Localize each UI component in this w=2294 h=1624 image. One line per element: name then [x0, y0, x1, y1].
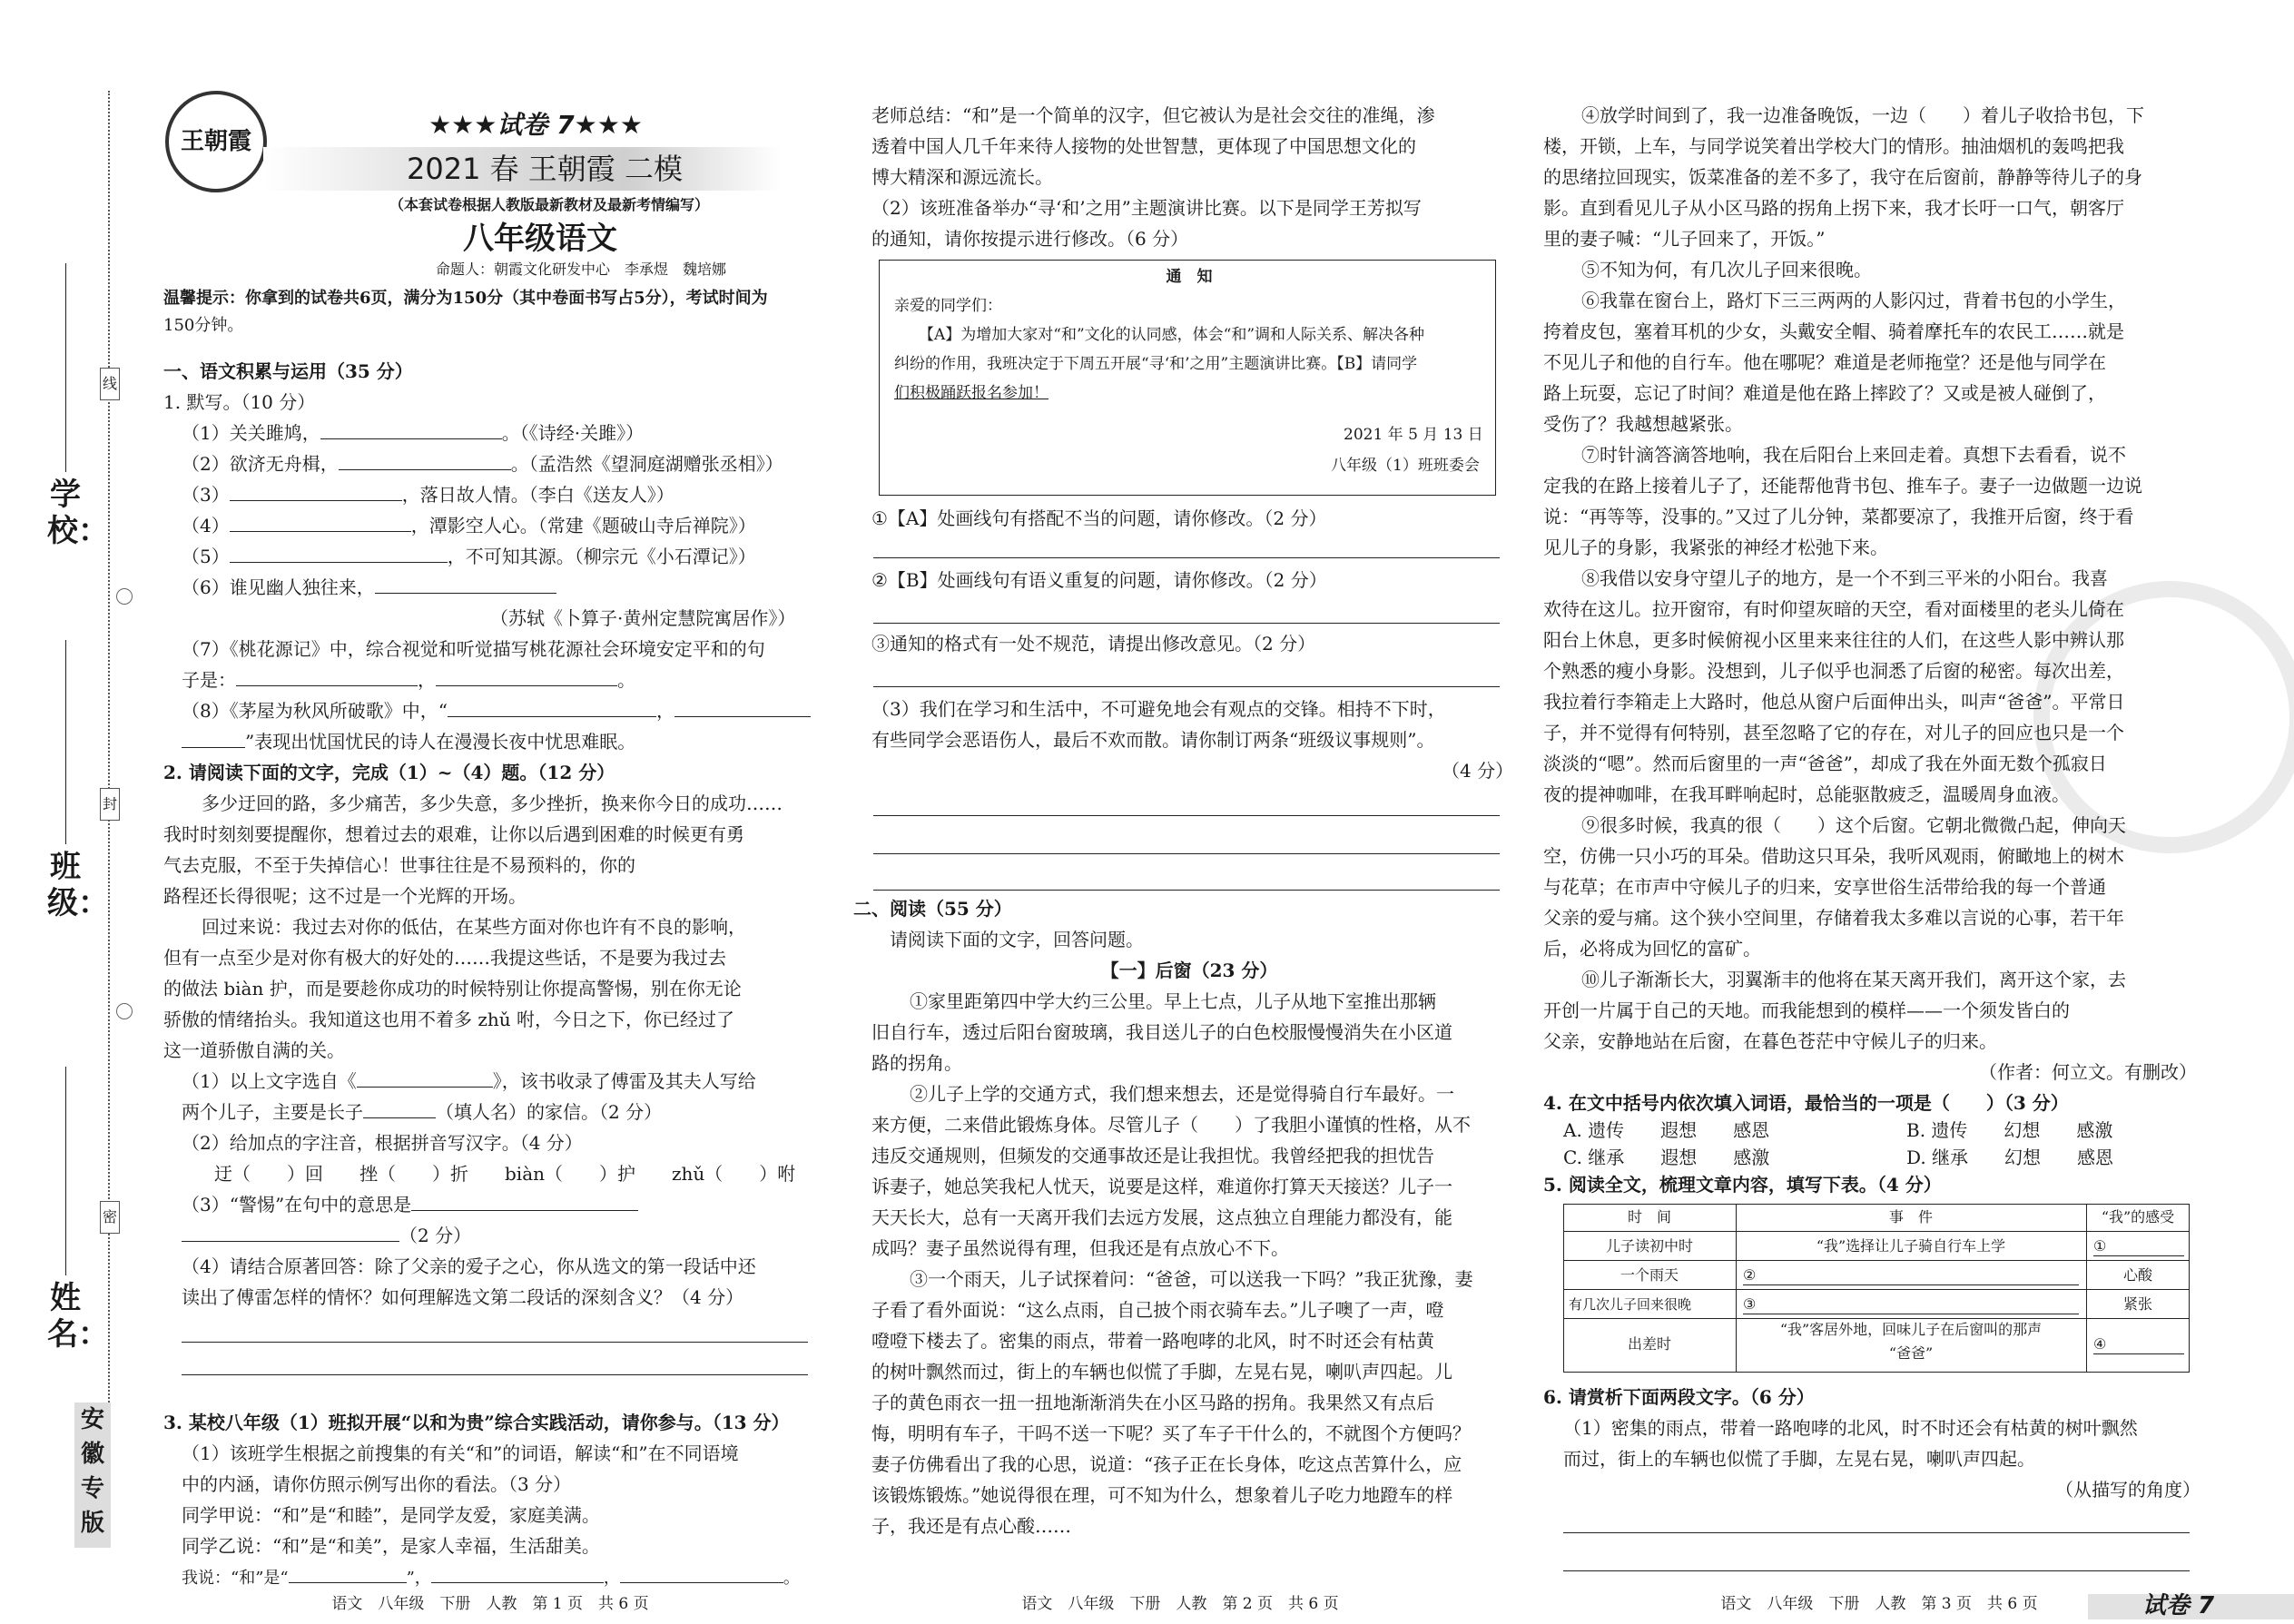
- notice-body-2: 纠纷的作用，我班决定于下周五开展“寻‘和’之用”主题演讲比赛。【B】请同学: [894, 355, 1418, 373]
- answer-blank[interactable]: [182, 724, 245, 748]
- binding-hole-icon: [116, 588, 133, 605]
- notice-body-3: 们积极踊跃报名参加！: [894, 384, 1049, 402]
- passage-line: 夜的提神咖啡，在我耳畔响起时，总能驱散疲乏，温暖周身血液。: [1543, 783, 2070, 805]
- passage-line: 路的拐角。: [871, 1052, 962, 1074]
- passage-line: 成吗？妻子虽然说得有理，但我还是有点放心不下。: [871, 1237, 1289, 1259]
- answer-line[interactable]: [873, 623, 1500, 624]
- passage-line: 与花草；在市声中守候儿子的归来，安享世俗生活带给我的每一个普通: [1543, 876, 2106, 898]
- answer-line[interactable]: [1563, 1532, 2190, 1533]
- cut-label-seal: 封: [100, 788, 120, 821]
- passage-line: 淡淡的“嗯”。然而后窗里的一声“爸爸”，却成了我在外面无数个孤寂日: [1543, 753, 2107, 774]
- page-footer-2: 语文 八年级 下册 人教 第 2 页 共 6 页: [1021, 1595, 1339, 1613]
- q2-passage-2: 我时时刻刻要提醒你，想着过去的艰难，让你以后遇到困难的时候更有勇: [163, 823, 744, 845]
- answer-blank[interactable]: [431, 1560, 604, 1583]
- notice-date: 2021 年 5 月 13 日: [1344, 426, 1483, 444]
- name-label: 姓名：: [47, 1280, 109, 1353]
- edition-badge: 安徽专版: [74, 1403, 111, 1548]
- table-cell: 一个雨天: [1620, 1266, 1679, 1284]
- table-header-cell: 时 间: [1627, 1208, 1671, 1225]
- q3-1: （1）该班学生根据之前搜集的有关“和”的词语，解读“和”在不同语境: [182, 1442, 739, 1464]
- passage-line: 的思绪拉回现实，饭菜准备的差不多了，我守在后窗前，静静等待儿子的身: [1543, 166, 2142, 188]
- page-footer-1: 语文 八年级 下册 人教 第 1 页 共 6 页: [331, 1595, 649, 1613]
- q2-3b: （2 分）: [182, 1218, 471, 1254]
- school-label: 学校：: [47, 477, 109, 549]
- teacher-summary-1: 老师总结：“和”是一个简单的汉字，但它被认为是社会交往的准绳，渗: [871, 104, 1435, 126]
- q2-passage-4: 路程还长得很呢；这不过是一个光辉的开场。: [163, 885, 527, 907]
- table-cell: 心酸: [2122, 1266, 2152, 1284]
- q4-option-d[interactable]: D. 继承 幻想 感恩: [1906, 1147, 2114, 1168]
- passage-line: 子的黄色雨衣一扭一扭地渐渐消失在小区马路的拐角。我果然又有点后: [871, 1392, 1434, 1413]
- answer-blank[interactable]: [448, 694, 656, 717]
- answer-line[interactable]: [182, 1342, 808, 1343]
- table-row-rule: [1563, 1289, 2190, 1290]
- page-footer-3: 语文 八年级 下册 人教 第 3 页 共 6 页: [1720, 1595, 2038, 1613]
- answer-blank[interactable]: [411, 1187, 638, 1211]
- passage-line: 后，必将成为回忆的富矿。: [1543, 938, 1761, 960]
- binding-strip: [0, 0, 127, 1624]
- q6-1: （1）密集的雨点，带着一路咆哮的北风，时不时还会有枯黄的树叶飘然: [1563, 1417, 2138, 1439]
- answer-blank[interactable]: [182, 1218, 399, 1242]
- table-cell: 儿子读初中时: [1605, 1237, 1693, 1255]
- q1-4: （4） ，潭影空人心。（常建《题破山寺后禅院》）: [182, 508, 756, 544]
- passage-line: ⑨很多时候，我真的很（ ）这个后窗。它朝北微微凸起，伸向天: [1581, 814, 2126, 836]
- passage-line: ⑤不知为何，有几次儿子回来很晚。: [1581, 259, 1872, 281]
- passage-line: 开创一片属于自己的天地。而我能想到的模样——一个须发皆白的: [1543, 999, 2070, 1021]
- q2-passage-1: 多少迂回的路，多少痛苦，多少失意，多少挫折，换来你今日的成功……: [202, 792, 783, 814]
- q3-1d: 同学乙说：“和”是“和美”，是家人幸福，生活甜美。: [182, 1535, 600, 1557]
- passage-line: 影。直到看见儿子从小区马路的拐角上拐下来，我才长吁一口气，朝客厅: [1543, 197, 2124, 219]
- notice-line-1: 温馨提示：你拿到的试卷共6页，满分为150分（其中卷面书写占5分），考试时间为: [163, 289, 768, 308]
- q1-1: （1）关关雎鸠， 。（《诗经·关雎》）: [182, 416, 644, 451]
- teacher-summary-2: 透着中国人几千年来待人接物的处世智慧，更体现了中国思想文化的: [871, 135, 1416, 157]
- q1-7b: 子是： ， 。: [182, 663, 635, 698]
- passage-author: （作者：何立文。有删改）: [1979, 1061, 2197, 1083]
- passage-line: 阳台上休息，更多时候俯视小区里来来往往的人们，在这些人影中辨认那: [1543, 629, 2124, 651]
- table-header-cell: 事 件: [1888, 1208, 1933, 1225]
- passage-line: ⑦时针滴答滴答地响，我在后阳台上来回走着。真想下去看看，说不: [1581, 444, 2126, 466]
- cut-label-line: 线: [100, 368, 120, 400]
- passage-line: 个熟悉的瘦小身影。没想到，儿子似乎也洞悉了后窗的秘密。每次出差，: [1543, 660, 2124, 682]
- table-cell: “爸爸”: [1888, 1344, 1934, 1362]
- q2-passage-3: 气去克服，不至于失掉信心！世事往往是不易预料的，你的: [163, 854, 635, 876]
- q2-passage-9: 这一道骄傲自满的关。: [163, 1039, 345, 1061]
- answer-line[interactable]: [873, 557, 1500, 558]
- q2-4: （4）请结合原著回答：除了父亲的爱子之心，你从选文的第一段话中还: [182, 1255, 756, 1277]
- answer-blank[interactable]: [674, 694, 811, 717]
- passage-line: 父亲的爱与痛。这个狭小空间里，存储着我太多难以言说的心事，若干年: [1543, 907, 2124, 929]
- answer-blank[interactable]: [230, 477, 402, 501]
- passage-line: 悔，明明有车子，干吗不送一下呢？买了车子干什么的，不就图个方便吗？: [871, 1422, 1471, 1444]
- school-field[interactable]: [65, 263, 66, 472]
- q4-title: 4. 在文中括号内依次填入词语，最恰当的一项是（ ）（3 分）: [1543, 1092, 2069, 1114]
- q1-title: 1. 默写。（10 分）: [163, 391, 316, 413]
- q2-passage-8: 骄傲的情绪抬头。我知道这也用不着多 zhǔ 咐，今日之下，你已经过了: [163, 1009, 735, 1030]
- passage-line: 子，我还是有点心酸……: [871, 1515, 1071, 1537]
- q1-6: （6）谁见幽人独往来，: [182, 570, 556, 605]
- passage-line: 楼，开锁，上车，与同学说笑着出学校大门的情形。抽油烟机的轰鸣把我: [1543, 135, 2124, 157]
- exam-title: 2021 春 王朝霞 二模: [407, 152, 683, 186]
- binding-hole-icon: [116, 1003, 133, 1019]
- q2-passage-6: 但有一点至少是对你有极大的好处的……我提这些话，不是要为我过去: [163, 947, 726, 969]
- authors-line: 命题人：朝霞文化研发中心 李承煜 魏培娜: [436, 261, 727, 278]
- passage-line: ③一个雨天，儿子试探着问：“爸爸，可以送我一下吗？”我正犹豫，妻: [910, 1268, 1473, 1290]
- table-answer-cell[interactable]: ③: [1743, 1291, 2079, 1314]
- q3-3: （3）我们在学习和生活中，不可避免地会有观点的交锋。相持不下时，: [871, 698, 1446, 720]
- answer-line[interactable]: [182, 1374, 808, 1375]
- q2-4b: 读出了傅雷怎样的情怀？如何理解选文第二段话的深刻含义？（4 分）: [182, 1286, 744, 1308]
- passage-line: ⑥我靠在窗台上，路灯下三三两两的人影闪过，背着书包的小学生，: [1581, 290, 2126, 311]
- q2-title: 2. 请阅读下面的文字，完成（1）~（4）题。（12 分）: [163, 762, 615, 783]
- logo-text: 王朝霞: [180, 128, 251, 155]
- table-row-rule: [1563, 1260, 2190, 1261]
- answer-blank[interactable]: [236, 663, 418, 686]
- passage-line: 不见儿子和他的自行车。他在哪呢？难道是老师拖堂？还是他与同学在: [1543, 351, 2106, 373]
- q5-title: 5. 阅读全文，梳理文章内容，填写下表。（4 分）: [1543, 1174, 1942, 1196]
- answer-blank[interactable]: [357, 1064, 493, 1088]
- answer-line[interactable]: [1563, 1570, 2190, 1571]
- teacher-summary-3: 博大精深和源远流长。: [871, 166, 1053, 188]
- q2-2b: 迂（ ）回 挫（ ）折 biàn（ ）护 zhǔ（ ）咐: [214, 1163, 796, 1185]
- notice-line-2: 150分钟。: [163, 316, 244, 335]
- table-answer-cell[interactable]: ④: [2093, 1331, 2184, 1354]
- q6-title: 6. 请赏析下面两段文字。（6 分）: [1543, 1386, 1815, 1408]
- q1-8b: ”表现出忧国忧民的诗人在漫漫长夜中忧思难眠。: [182, 724, 635, 760]
- q3-3c: （4 分）: [1442, 760, 1514, 782]
- answer-blank[interactable]: [289, 1560, 407, 1583]
- passage-line: ①家里距第四中学大约三公里。早上七点，儿子从地下室推出那辆: [910, 990, 1436, 1012]
- q1-2: （2）欲济无舟楫， 。（孟浩然《望洞庭湖赠张丞相》）: [182, 447, 783, 482]
- answer-line[interactable]: [873, 686, 1500, 687]
- passage-line: 说：“再等等，没事的。”又过了儿分钟，菜都要凉了，我推开后窗，终于看: [1543, 506, 2134, 527]
- cut-label-dense: 密: [100, 1201, 120, 1234]
- answer-blank[interactable]: [620, 1560, 783, 1583]
- q3-2b: 的通知，请你按提示进行修改。（6 分）: [871, 228, 1189, 250]
- section-2-intro: 请阅读下面的文字，回答问题。: [890, 929, 1144, 950]
- q3-2: （2）该班准备举办“寻‘和’之用”主题演讲比赛。以下是同学王芳拟写: [871, 197, 1422, 219]
- answer-blank[interactable]: [320, 416, 502, 439]
- name-field[interactable]: [65, 1067, 66, 1275]
- passage-line: 的树叶飘然而过，街上的车辆也似慌了手脚，左晃右晃，喇叭声四起。儿: [871, 1361, 1452, 1383]
- q1-5: （5） ，不可知其源。（柳宗元《小石潭记》）: [182, 539, 756, 575]
- passage-line: 里的妻子喊：“儿子回来了，开饭。”: [1543, 228, 1826, 250]
- passage-line: 违反交通规则，但频发的交通事故还是让我担忧。我曾经把我的担忧告: [871, 1145, 1434, 1166]
- table-row-rule: [1563, 1231, 2190, 1232]
- q1-8: （8）《茅屋为秋风所破歌》中，“ ，: [182, 694, 811, 729]
- notice-q2: ②【B】处画线句有语义重复的问题，请你修改。（2 分）: [871, 569, 1327, 591]
- passage-line: 父亲，安静地站在后窗，在暮色苍茫中守候儿子的归来。: [1543, 1030, 1997, 1052]
- answer-blank[interactable]: [230, 539, 448, 563]
- passage-line: 我拉着行李箱走上大路时，他总从窗户后面伸出头，叫声“爸爸”。平常日: [1543, 691, 2125, 713]
- class-label: 班级：: [47, 849, 109, 921]
- passage-line: ④放学时间到了，我一边准备晚饭，一边（ ）着儿子收拾书包，下: [1581, 104, 2144, 126]
- passage-line: 该锻炼锻炼。”她说得很在理，可不知为什么，想象着儿子吃力地蹬车的样: [871, 1484, 1453, 1506]
- section-1-heading: 一、语文积累与运用（35 分）: [163, 360, 413, 382]
- passage-line: 来方便，二来借此锻炼身体。尽管儿子（ ）了我胆小谨慎的性格，从不: [871, 1114, 1471, 1136]
- subject-title: 八年级语文: [463, 221, 617, 257]
- paper-number: ★★★试卷 7★★★: [428, 110, 643, 140]
- q6-1b: 而过，街上的车辆也似慌了手脚，左晃右晃，喇叭声四起。: [1563, 1448, 2035, 1470]
- q3-title: 3. 某校八年级（1）班拟开展“以和为贵”综合实践活动，请你参与。（13 分）: [163, 1412, 790, 1433]
- exam-logo: [165, 91, 267, 192]
- answer-blank[interactable]: [436, 663, 617, 686]
- passage-line: 挎着皮包，塞着耳机的少女，头戴安全帽、骑着摩托车的农民工……就是: [1543, 320, 2124, 342]
- answer-blank[interactable]: [375, 570, 556, 594]
- q3-3b: 有些同学会恶语伤人，最后不欢而散。请你制订两条“班级议事规则”。: [871, 729, 1435, 751]
- passage-line: 噔噔下楼去了。密集的雨点，带着一路咆哮的北风，时不时还会有枯黄: [871, 1330, 1434, 1352]
- table-cell: 出差时: [1627, 1335, 1671, 1353]
- q1-6-source: （苏轼《卜算子·黄州定慧院寓居作》）: [490, 607, 796, 629]
- table-cell: 紧张: [2122, 1295, 2152, 1313]
- table-cell: 有几次儿子回来很晚: [1569, 1296, 1692, 1313]
- passage-title: 【一】后窗（23 分）: [1100, 960, 1278, 981]
- answer-line[interactable]: [873, 853, 1500, 854]
- answer-line[interactable]: [873, 890, 1500, 891]
- q3-1b: 中的内涵，请你仿照示例写出你的看法。（3 分）: [182, 1473, 572, 1495]
- passage-line: ②儿子上学的交通方式，我们想来想去，还是觉得骑自行车最好。一: [910, 1083, 1454, 1105]
- table-answer-cell[interactable]: ②: [1743, 1262, 2079, 1285]
- table-answer-cell[interactable]: ①: [2093, 1233, 2184, 1256]
- q2-passage-7: 的做法 biàn 护，而是要趁你成功的时候特别让你提高警惕，别在你无论: [163, 978, 742, 999]
- table-header-cell: “我”的感受: [2101, 1208, 2175, 1225]
- answer-blank[interactable]: [363, 1095, 436, 1118]
- passage-line: 子，并不觉得有何特别，甚至忽略了它的存在，对儿子的回应也只是一个: [1543, 722, 2124, 743]
- q4-option-a[interactable]: A. 遗传 遐想 感恩: [1563, 1119, 1770, 1141]
- section-2-heading: 二、阅读（55 分）: [853, 898, 1012, 920]
- notice-box-title: 通 知: [1166, 268, 1213, 286]
- q4-option-c[interactable]: C. 继承 遐想 感激: [1563, 1147, 1770, 1168]
- passage-line: 路上玩耍，忘记了时间？难道是他在路上摔跤了？又或是被人碰倒了，: [1543, 382, 2106, 404]
- notice-q1: ①【A】处画线句有搭配不当的问题，请你修改。（2 分）: [871, 507, 1327, 529]
- q1-3: （3） ，落日故人情。（李白《送友人》）: [182, 477, 674, 513]
- passage-line: 欢待在这儿。拉开窗帘，有时仰望灰暗的天空，看对面楼里的老头儿倚在: [1543, 598, 2124, 620]
- class-field[interactable]: [65, 640, 66, 844]
- answer-blank[interactable]: [339, 447, 511, 470]
- passage-line: 空，仿佛一只小巧的耳朵。借助这只耳朵，我听风观雨，俯瞰地上的树木: [1543, 845, 2124, 867]
- passage-line: 定我的在路上接着儿子了，还能帮他背书包、推车子。妻子一边做题一边说: [1543, 475, 2142, 497]
- passage-line: 受伤了？我越想越紧张。: [1543, 413, 1743, 435]
- footer-tag: 试卷 7: [2142, 1592, 2215, 1619]
- passage-line: 妻子仿佛看出了我的心思，说道：“孩子正在长身体，吃这点苦算什么，应: [871, 1453, 1462, 1475]
- notice-greeting: 亲爱的同学们：: [894, 297, 1002, 315]
- q2-2: （2）给加点的字注音，根据拼音写汉字。（4 分）: [182, 1132, 583, 1154]
- answer-line[interactable]: [873, 815, 1500, 816]
- notice-q3: ③通知的格式有一处不规范，请提出修改意见。（2 分）: [871, 633, 1316, 655]
- q3-1e: 我说：“和”是“ ”， ， 。: [182, 1560, 800, 1596]
- q2-3: （3）“警惕”在句中的意思是: [182, 1187, 638, 1223]
- q2-passage-5: 回过来说：我过去对你的低估，在某些方面对你也许有不良的影响，: [202, 916, 746, 938]
- q2-1c: 两个儿子，主要是长子 （填人名）的家信。（2 分）: [182, 1095, 662, 1130]
- q4-option-b[interactable]: B. 遗传 幻想 感激: [1906, 1119, 2113, 1141]
- table-cell: “我”客居外地，回味儿子在后窗叫的那声: [1779, 1321, 2043, 1338]
- exam-subtitle: （本套试卷根据人教版最新教材及最新考情编写）: [389, 196, 709, 213]
- q2-1: （1）以上文字选自《 》，该书收录了傅雷及其夫人写给: [182, 1064, 756, 1099]
- passage-line: ⑧我借以安身守望儿子的地方，是一个不到三平米的小阳台。我喜: [1581, 567, 2108, 589]
- notice-body-1: 【A】为增加大家对“和”文化的认同感，体会“和”调和人际关系、解决各种: [919, 326, 1425, 344]
- q1-7: （7）《桃花源记》中，综合视觉和听觉描写桃花源社会环境安定平和的句: [182, 638, 765, 660]
- passage-line: ⑩儿子渐渐长大，羽翼渐丰的他将在某天离开我们，离开这个家，去: [1581, 969, 2126, 990]
- answer-blank[interactable]: [230, 508, 411, 532]
- q6-1c: （从描写的角度）: [2055, 1479, 2200, 1501]
- passage-line: 旧自行车，透过后阳台窗玻璃，我目送儿子的白色校服慢慢消失在小区道: [871, 1021, 1452, 1043]
- notice-signature: 八年级（1）班班委会: [1331, 457, 1480, 475]
- passage-line: 子看了看外面说：“这么点雨，自己披个雨衣骑车去。”儿子噢了一声，噔: [871, 1299, 1444, 1321]
- q3-1c: 同学甲说：“和”是“和睦”，是同学友爱，家庭美满。: [182, 1504, 600, 1526]
- passage-line: 见儿子的身影，我紧张的神经才松弛下来。: [1543, 536, 1888, 558]
- passage-line: 天天长大，总有一天离开我们去远方发展，这点独立自理能力都没有，能: [871, 1206, 1452, 1228]
- table-cell: “我”选择让儿子骑自行车上学: [1816, 1237, 2006, 1255]
- passage-line: 诉妻子，她总笑我杞人忧天，说要是这样，难道你打算天天接送？儿子一: [871, 1176, 1452, 1197]
